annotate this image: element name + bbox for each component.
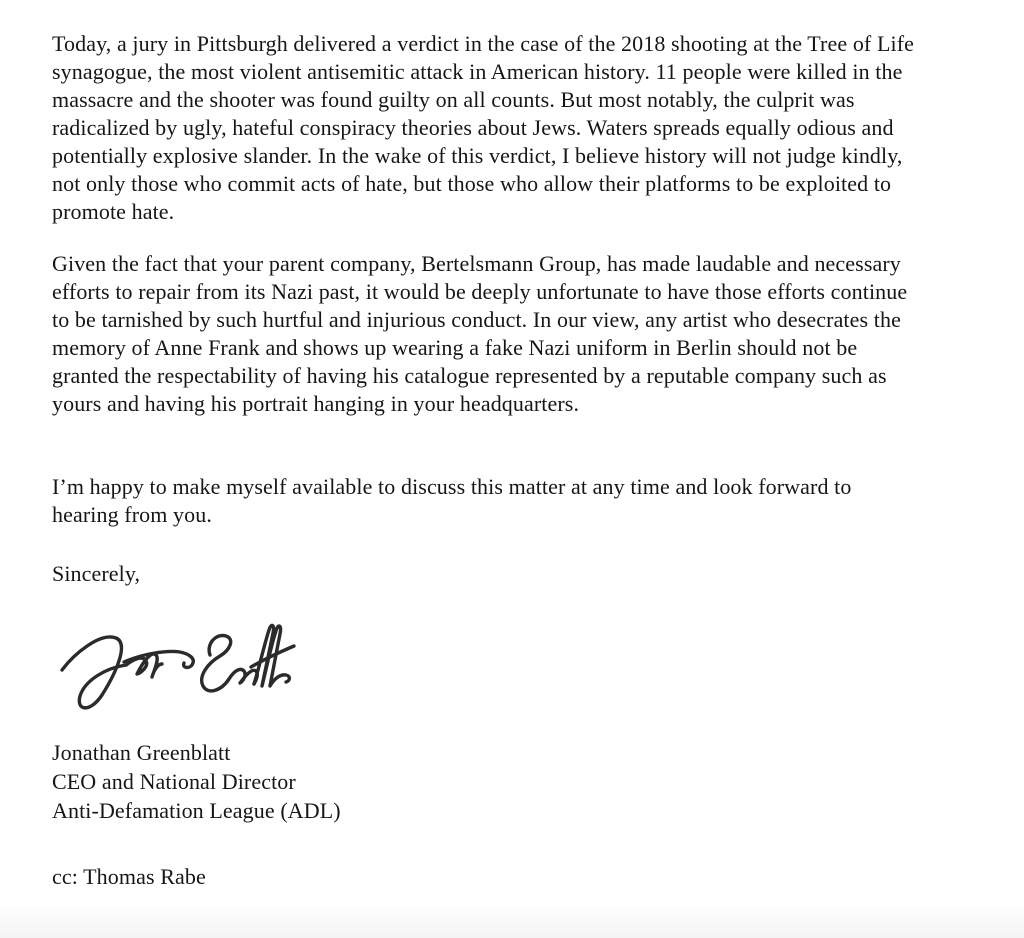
paragraph-line: I’m happy to make myself available to discuss this matter at any time and look forward to [52,474,852,499]
signer-organization: Anti-Defamation League (ADL) [52,798,341,823]
paragraph-line: hearing from you. [52,502,212,527]
paragraph-line: potentially explosive slander. In the wake of this verdict, I believe history will not judge kindly, [52,143,903,168]
letter-closing: Sincerely, [52,561,141,586]
paragraph-line: yours and having his portrait hanging in your headquarters. [52,391,580,416]
paragraph-line: synagogue, the most violent antisemitic attack in American history. 11 people were killed in the [52,59,903,84]
paragraph-line: massacre and the shooter was found guilty on all counts. But most notably, the culprit was [52,87,855,112]
paragraph-line: granted the respectability of having his catalogue represented by a reputable company such as [52,363,887,388]
handwritten-signature-icon [58,618,298,718]
paragraph-line: not only those who commit acts of hate, but those who allow their platforms to be exploited to [52,171,892,196]
letter-paragraph-verdict [52,30,988,226]
paragraph-line: Today, a jury in Pittsburgh delivered a verdict in the case of the 2018 shooting at the Tree of Life [52,31,914,56]
paragraph-line: to be tarnished by such hurtful and injurious conduct. In our view, any artist who desecrates the [52,307,901,332]
signer-block [52,738,988,825]
signer-title: CEO and National Director [52,769,296,794]
paragraph-line: memory of Anne Frank and shows up wearing a fake Nazi uniform in Berlin should not be [52,335,858,360]
letter-paragraph-availability [52,473,988,529]
cc-line: cc: Thomas Rabe [52,864,206,889]
paragraph-line: Given the fact that your parent company, Bertelsmann Group, has made laudable and necessary [52,251,901,276]
signature-image [58,618,988,718]
paragraph-line: promote hate. [52,199,175,224]
letter-paragraph-bertelsmann [52,250,988,418]
signer-name: Jonathan Greenblatt [52,740,231,765]
letter-body [52,0,988,891]
bottom-fade-gradient [0,902,1024,938]
paragraph-line: efforts to repair from its Nazi past, it would be deeply unfortunate to have those efforts continue [52,279,908,304]
paragraph-line: radicalized by ugly, hateful conspiracy theories about Jews. Waters spreads equally odious and [52,115,894,140]
